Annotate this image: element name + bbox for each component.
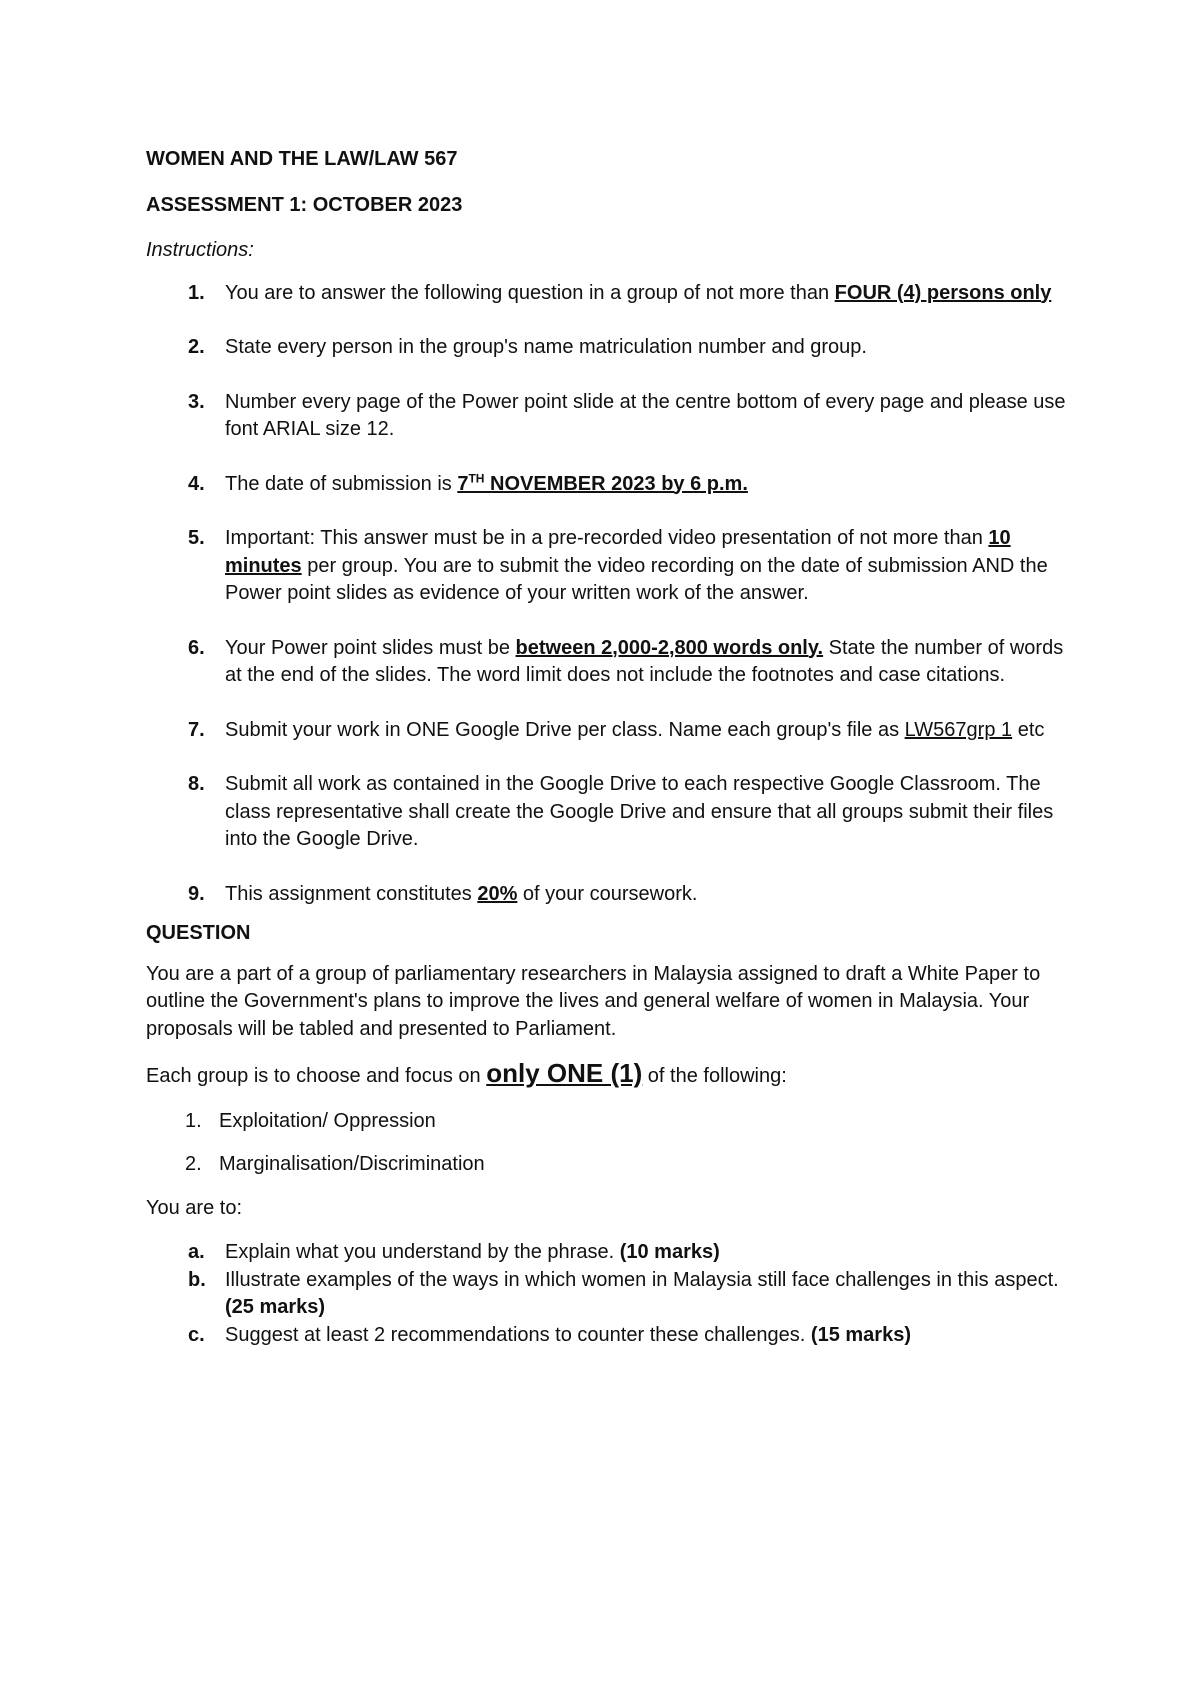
instruction-emphasis: 20% (477, 882, 518, 905)
instruction-text: Submit all work as contained in the Google Drive to each respective Google Classroom. The class representative shall create the Google Drive and ensure that all groups submit their files into the Google Drive. (225, 773, 1054, 850)
task-marks: (25 marks) (225, 1296, 326, 1318)
option-item-1 (146, 1108, 1076, 1136)
instruction-number: 9. (188, 882, 205, 905)
instruction-emphasis: between 2,000-2,800 words only. (515, 636, 824, 659)
task-letter: b. (188, 1268, 206, 1291)
option-item-2 (146, 1151, 1076, 1179)
instruction-text: State every person in the group's name matriculation number and group. (225, 336, 867, 358)
task-letter: c. (188, 1323, 205, 1346)
submission-date-suffix: TH (468, 470, 485, 485)
course-title: WOMEN AND THE LAW/LAW 567 (146, 148, 458, 170)
instruction-text: Submit your work in ONE Google Drive per class. Name each group's file as (225, 718, 905, 741)
instruction-text-tail: of your coursework. (517, 882, 698, 905)
task-marks: (10 marks) (619, 1241, 720, 1263)
choose-text: Each group is to choose and focus on (146, 1065, 487, 1087)
task-text: Suggest at least 2 recommendations to counter these challenges. (225, 1323, 811, 1346)
instruction-item-3 (146, 389, 1076, 444)
instruction-item-7 (146, 717, 1076, 745)
instruction-item-9 (146, 881, 1076, 909)
option-text: Exploitation/ Oppression (219, 1109, 436, 1132)
question-intro: You are a part of a group of parliamentary researchers in Malaysia assigned to draft a White Paper to outline the Government's plans to improve the lives and general welfare of women in Malaysia. Your proposals will be tabled and presented to Parliament. (146, 962, 1041, 1040)
instructions-label: Instructions: (146, 239, 254, 261)
instruction-text-tail: etc (1012, 718, 1045, 741)
task-marks: (15 marks) (810, 1323, 911, 1346)
instruction-number: 2. (188, 336, 205, 358)
task-item-b (146, 1267, 1076, 1322)
instruction-item-5 (146, 525, 1076, 608)
option-number: 1. (185, 1109, 202, 1132)
instruction-emphasis: 10 minutes (225, 527, 1011, 577)
instruction-text: Number every page of the Power point slide at the centre bottom of every page and please use font ARIAL size 12. (225, 390, 1066, 440)
instruction-number: 5. (188, 527, 205, 549)
option-number: 2. (185, 1153, 202, 1175)
instruction-number: 3. (188, 390, 205, 413)
task-text: Illustrate examples of the ways in which women in Malaysia still face challenges in this aspect. (225, 1268, 1059, 1291)
instruction-text: This assignment constitutes (225, 882, 478, 905)
choose-emphasis: only ONE (1) (486, 1058, 643, 1088)
instruction-number: 1. (188, 281, 205, 304)
instruction-number: 8. (188, 773, 205, 795)
instruction-item-4 (146, 471, 1076, 499)
instruction-text: Important: This answer must be in a pre-recorded video presentation of not more than (225, 527, 989, 549)
task-letter: a. (188, 1241, 205, 1263)
instruction-text-tail: State the number of words at the end of the slides. The word limit does not include the footnotes and case citations. (225, 636, 1064, 686)
document-content (146, 146, 1076, 1349)
instruction-text: The date of submission is (225, 472, 458, 495)
question-choose (146, 1060, 1076, 1091)
question-heading: QUESTION (146, 922, 251, 944)
instruction-item-2 (146, 334, 1076, 362)
instruction-number: 4. (188, 472, 205, 495)
instruction-item-8 (146, 771, 1076, 854)
tasks-list (146, 1239, 1076, 1349)
instruction-text-tail: per group. You are to submit the video recording on the date of submission AND the Power point slides as evidence of your written work of the answer. (225, 554, 1048, 604)
option-text: Marginalisation/Discrimination (219, 1153, 485, 1175)
options-list (146, 1108, 1076, 1179)
instruction-number: 7. (188, 718, 205, 741)
file-name-example: LW567grp 1 (904, 718, 1013, 741)
submission-date (457, 470, 748, 495)
submission-date-day: 7 (457, 472, 469, 495)
task-text: Explain what you understand by the phrase. (225, 1241, 620, 1263)
submission-date-rest: NOVEMBER 2023 by 6 p.m. (484, 472, 748, 495)
task-item-c (146, 1322, 1076, 1350)
you-are-to-label: You are to: (146, 1196, 243, 1219)
task-item-a (146, 1239, 1076, 1267)
choose-text-tail: of the following: (642, 1065, 787, 1087)
instruction-item-1 (146, 280, 1076, 308)
instruction-emphasis: FOUR (4) persons only (834, 281, 1052, 304)
instruction-text: Your Power point slides must be (225, 636, 516, 659)
assessment-title: ASSESSMENT 1: OCTOBER 2023 (146, 193, 463, 216)
instructions-list (146, 280, 1076, 909)
instruction-item-6 (146, 635, 1076, 690)
instruction-text: You are to answer the following question in a group of not more than (225, 281, 835, 304)
instruction-number: 6. (188, 636, 205, 659)
